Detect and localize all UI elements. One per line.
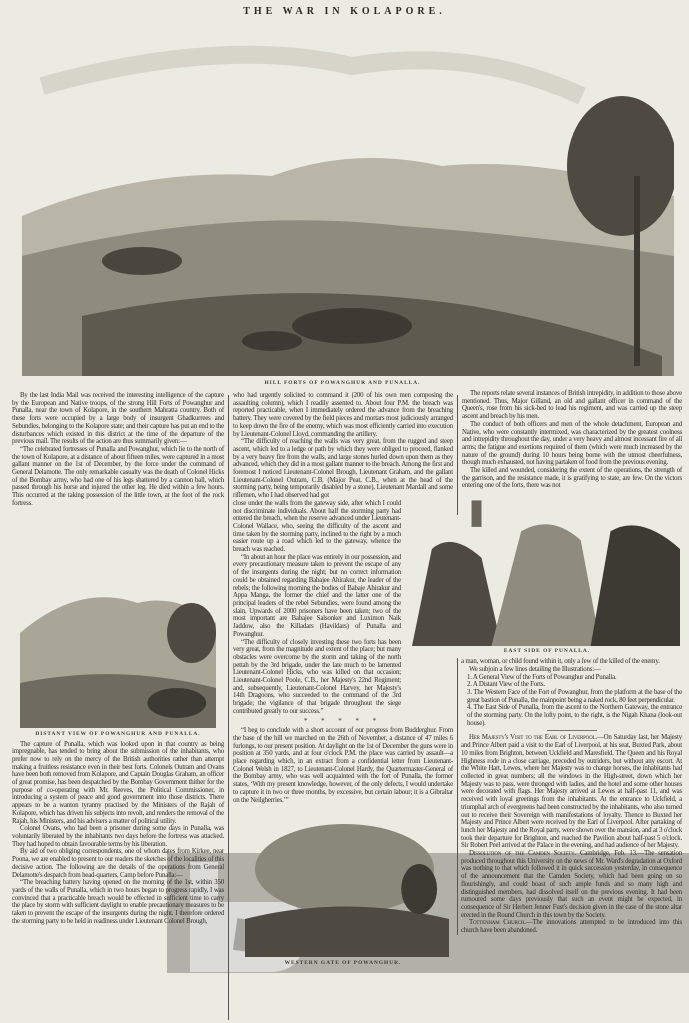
column-divider [228,395,229,1020]
paragraph: Colonel Ovans, who had been a prisoner during some days in Punalla, was voluntarily liberated by the inhabitants two days before the fortress was attacked. They had hoped to obtain favourable terms by his liberation. [12,825,224,848]
paragraph: “I beg to conclude with a short account of our progress from Budderghur. From the base of the hill we marched on the 26th of November, a distance of 47 miles 6 furlongs, to our present position. At daylight on the 1st of December the guns were in position at 350 yards, and at four o'clock P.M. the place was carried by assault—a place regarding which, in an extract from a confidential letter from Lieutenant-Colonel Welsh in 1827, to Lieutenant-Colonel Hardy, the Quartermaster-General of the Bombay army, who was well acquainted with the fort of Punalla, the former states, ‘With my present knowledge, however, of the only defects, I would undertake to capture it in two or three months, by excessive, but certain labour; it is a Gibraltar on the Neilgherries.’” [233,727,453,804]
right-column [462,390,682,935]
visit-text: —On Saturday last, her Majesty and Prince Albert paid a visit to the Earl of Liverpool, at his seat, Buxted Park, about 10 miles from Brighton, between Uckfield and Maresfield. The Queen and his Royal Highness rode in a close carriage, preceded by outriders, but without any escort. At the White Hart, Lewes, where her Majesty was to change horses, the inhabitants had collected in great numbers; all the windows in the High-street, down which her Majesty was to pass, were thronged with ladies, and the hotel and some other houses were decorated with flags. Her Majesty arrived at Lewes at half-past 11, and was received with loyal greetings from the inhabitants. At the entrance to Uckfield, a triumphal arch of evergreens had been constructed by the inhabitants, who also turned out to receive their Sovereign with manifestations of loyalty. Thence to Buxted her Majesty and Prince Albert were received by the Earl of Liverpool. After partaking of lunch her Majesty and the Royal party, were shown over the mansion, and at 3 o'clock took their departure for Brighton, and reached the Pavilion about half-past 5 o'clock. Sir Robert Peel arrived at the Palace in the evening, and had audience of her Majesty. [461,734,682,850]
middle-column [233,392,453,1020]
camden-text: Cambridge, Feb. 13.—The sensation produced throughout this University on the news of Mr. Ward's degradation at Oxford was nothing to that which followed it in quick succession yesterday, in consequence of the announcement that the Camden Society, which had been going on so flourishingly, and could boast of such ample funds and so many high and distinguished members, had dissolved itself on the previous evening. It had been rumoured some days previously that such an event might be expected, in consequence of Sir Herbert Jenner Fust's decision given in the case of the stone altar erected in the Round Church in this town by the Society. [461,850,682,919]
paragraph: who had urgently solicited to command it (200 of his own men composing the assaulting column), which I readily assented to. About four P.M. the breach was reported practicable, when I immediately ordered the advance from the breaching battery. They were covered by the field pieces and mortars most judiciously arranged to keep down the fire of the enemy, which was most efficiently carried into execution by Lieutenant-Colonel Lloyd, commanding the artillery. [233,392,453,438]
left-column-top [12,392,224,508]
paragraph: By the last India Mail was received the interesting intelligence of the capture by the European and Native troops, of the strong Hill Forts of Powanghur and Punalla, near the town of Kolapore, in the southern Mahratta country. Both of these forts were occupied by a large body of insurgent Ghadkurrees and Sebundies, belonging to the Kolapore state; and their capture has put an end to the disturbances which existed in this district at the time of the departure of the previous mail. The results of the action are thus summarily given:— [12,392,224,446]
left-column-bottom [12,741,224,926]
paragraph: “In about an hour the place was entirely in our possession, and every precautionary measure taken to prevent the escape of any of the insurgents during the night; but no correct information could be obtained regarding Babajee Ahirakur, the leader of the rebels; the following morning the bodies of Babaje Ahirakur and Appa Manga, the former the chief and the latter one of the principal leaders of the rebel Sebundies, were found among the slain. Upwards of 2000 prisoners have been taken; two of the most important are Babajee Salsonker and Luximon Naik Jaddow, also the Killadars (Havildars) of Punalla and Powanghur. [233,553,402,638]
paragraph: “The celebrated fortresses of Punalla and Powanghur, which lie to the north of the town of Kolapore, at a distance of about fifteen miles, were captured in a most gallant manner on the 1st of December, by the force under the command of General Delamotte. The only remarkable casualty was the death of Colonel Hicks of the Bombay army, who had one of his legs shattered by a cannon ball, which passed through his horse and injured the other leg. He died within a few hours. This occurred at the taking possession of the little town, at the foot of the rock fortress. [12,445,224,507]
paragraph: “The difficulty of closely investing these two forts has been very great, from the magnitude and extent of the place; but many obstacles were overcome by the storm and taking of the north pettah by the 3rd brigade, under the late much to be lamented Lieutenant-Colonel Hicks, who was killed on that occasion; Lieutenant-Colonel Poole, C.B., her Majesty's 22nd Regiment; and, subsequently, Lieutenant-Colonel Harvey, her Majesty's 14th Dragoons, who succeeded to the command of the 3rd brigade; the vigilance of that brigade throughout the siege contributed greatly to our success.” [233,638,401,715]
paragraph: close under the walls from the gateway side, after which I could not discriminate individuals. About half the storming party had entered the breach, when the reserve advanced under Lieutenant-Colonel Wallace, who, seeing the difficulty of the ascent and time taken by the storming party, inclined to the right by a much easier route up a road which led to the gateway, whence the breach was reached. [233,499,401,554]
paragraph: The killed and wounded, considering the extent of the operations, the strength of the garrison, and the resistance made, it is gratifying to state, are few. On the victors entering one of the forts, there was not [462,467,682,490]
divider [547,730,597,731]
left-column [12,392,224,1020]
illustration-list [461,674,682,728]
east-side-engraving [412,496,680,646]
paragraph: By aid of two obliging correspondents, one of whom dates from Kirkee, near Poona, we are enabled to present to our readers the sketches of the localities of this decisive action. The following are the details of the operations from General Delamotte's despatch from head-quarters, Camp before Punalla:— [12,848,224,879]
paragraph: We subjoin a few lines detailing the Illustrations:— [469,665,601,673]
paragraph: The reports relate several instances of British intrepidity, in addition to those above mentioned. Thus, Major Gilland, an old and gallant officer in command of the Queen's, rose from his sick-bed to lead his regiment, and was carried up the steep ascent and breach by his men. [462,390,682,421]
masthead-title: THE WAR IN KOLAPORE. [243,6,446,17]
caption-east-side: EAST SIDE OF PUNALLA. [503,648,591,655]
paragraph: “The breaching battery having opened on the morning of the 1st, within 350 yards of the walls of Punalla, which in two hours began to progress rapidly, I was convinced that a practicable breach would be effected in sufficient time to carry the place by storm with sufficient daylight to enable precautionary measures to be taken to prevent the escape of the insurgents during the night. I therefore ordered the storming party to be held in readiness under Lieutenant Colonel Brough, [12,879,224,925]
tottenham-text: —The innovations attempted to be introduced into this church have been abandoned. [461,919,682,935]
right-column-top [462,390,682,490]
list-item: 2. A Distant View of the Forts. [467,681,545,689]
hill-forts-engraving [22,26,674,376]
paragraph: “The difficulty of reaching the walls was very great, from the rugged and steep ascent, which led to a ledge or path by which they were obliged to proceed, flanked by a very heavy fire from the walls, and large stones hurled down upon them as they advanced, which they did in a most gallant manner to the breach. Among the first and foremost I noticed Lieutenant-Colonel Brough, Lieutenant Graham, and the gallant Lieutenant-Colonel Outram, C.B. (Major Peat, C.B., when at the head of the storming party, being temporarily disabled by a stone), Lieutenant Mardall and some riflemen, who I had observed had got [233,438,453,500]
right-column-bottom [457,658,682,935]
list-item: 1. A General View of the Forts of Powanghur and Punalla. [467,673,617,681]
paragraph: The capture of Punalla, which was looked upon in that country as being impregnable, has tended to bring about the submission of the inhabitants, who prefer now to rely on the mercy of the British authorities rather than attempt making a fruitless resistance even in their best forts. Colonels Outram and Ovans have been both removed from Kolapore, and Captain Douglas Graham, an officer of great promise, has been despatched by the Bombay Government thither for the purpose of co-operating with Mr. Reeves, the Political Commissioner, in introducing a system of peace and good government into those districts. There appears to be a wanton tyranny practised by the Ministers of the Rajah of Kolapore, which has driven his subjects into revolt, and renders the removal of the Rajah, his Ministers, and his advisers a matter of political utility. [12,740,224,825]
caption-hill-forts: HILL FORTS OF POWANGHUR AND PUNALLA. [264,380,421,386]
list-item: 3. The Western Face of the Fort of Powanghur, from the platform at the base of the great bastion of Punalla, the mainpoint being a naked rock, 80 feet perpendicular. [467,688,682,704]
caption-western-gate: WESTERN GATE OF POWANGHUR. [284,960,402,967]
caption-distant-view: DISTANT VIEW OF POWANGHUR AND PUNALLA. [35,730,201,737]
distant-view-engraving [20,513,216,728]
list-item: 4. The East Side of Punalla, from the ascent to the Northern Gateway, the entrance of the storming party. On the lofty point, to the right, is the Nigah Khana (look-out house). [467,704,682,727]
paragraph: a man, woman, or child found within it, only a few of the killed of the enemy. [461,658,660,666]
camden-heading: Dissolution of the Camden Society. [469,850,577,858]
section-separator: * * * * * [303,717,383,725]
western-gate-engraving [245,809,449,957]
tottenham-heading: Tottenham Church. [469,919,526,927]
paragraph: The conduct of both officers and men of the whole detachment, European and Native, who were constantly intermixed, was characterized by the greatest coolness and intrepidity throughout the day, under a very heavy and almost incessant fire of all arms; the fatigue and exertions required of them (which were much increased by the nature of the ground) during 10 hours being borne with the utmost cheerfulness, though much exhausted, not having partaken of food from the previous evening. [462,420,682,467]
visit-heading: Her Majesty's Visit to the Earl of Liverpool. [469,734,597,742]
